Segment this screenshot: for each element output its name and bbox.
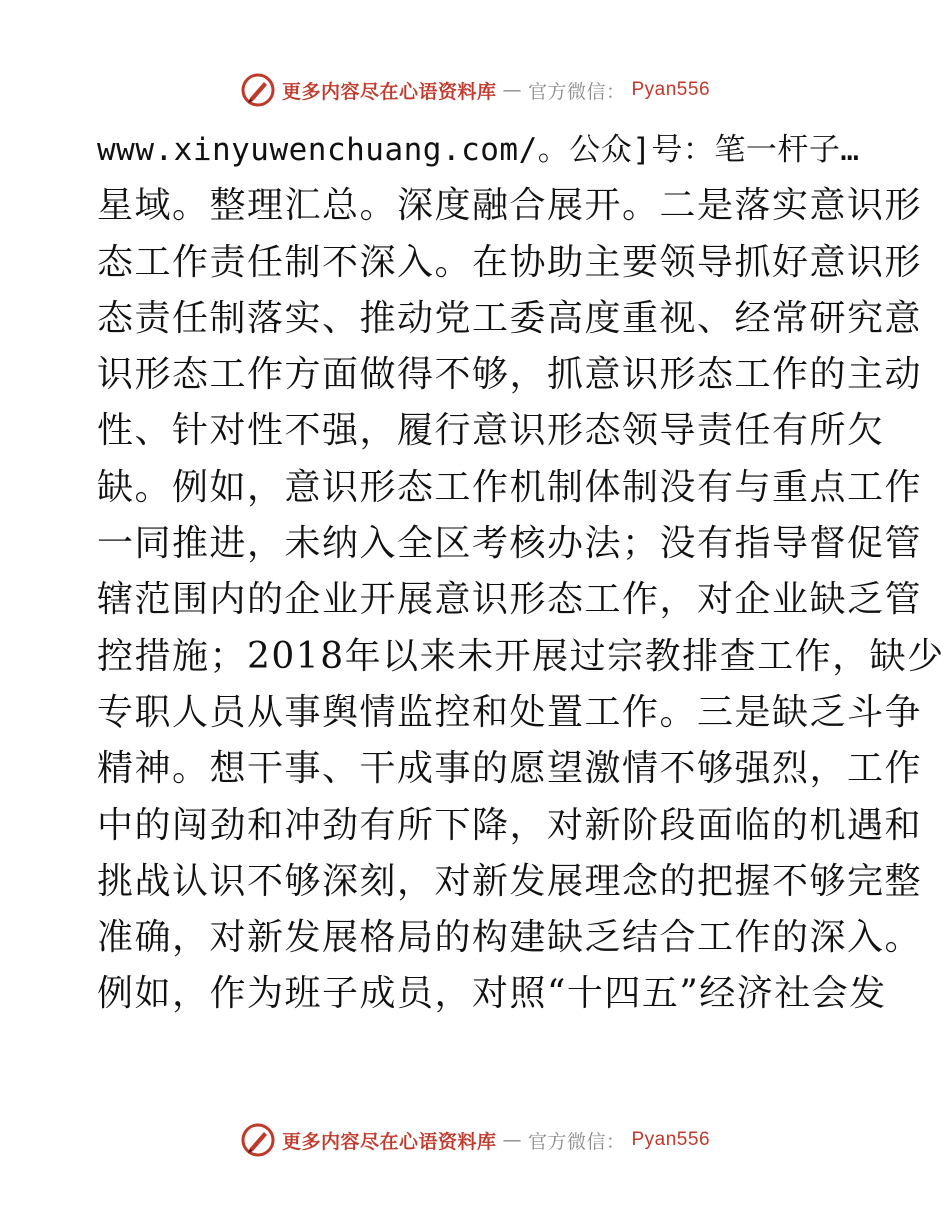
banner-separator: —	[502, 1129, 522, 1151]
text-line: www.xinyuwenchuang.com/。公众]号：笔一杆子…	[97, 132, 860, 168]
text-line: 态工作责任制不深入。在协助主要领导抓好意识形	[97, 241, 923, 283]
text-line: 态责任制落实、推动党工委高度重视、经常研究意	[97, 297, 923, 339]
text-line: 准确，对新发展格局的构建缺乏结合工作的深入。	[97, 917, 923, 959]
banner-brand-text: 更多内容尽在心语资料库	[281, 1130, 497, 1153]
text-line: 中的闯劲和冲劲有所下降，对新阶段面临的机遇和	[97, 804, 923, 846]
header-banner	[0, 70, 950, 110]
text-line: 专职人员从事舆情监控和处置工作。三是缺乏斗争	[97, 691, 923, 733]
text-line: 精神。想干事、干成事的愿望激情不够强烈，工作	[97, 748, 923, 790]
banner-label: 官方微信：	[527, 80, 626, 103]
text-line: 一同推进，未纳入全区考核办法；没有指导督促管	[97, 523, 923, 565]
text-line: 识形态工作方面做得不够，抓意识形态工作的主动	[97, 354, 923, 396]
text-line: 例如，作为班子成员，对照“十四五”经济社会发	[97, 973, 887, 1015]
text-line: 挑战认识不够深刻，对新发展理念的把握不够完整	[97, 860, 923, 902]
banner-label: 官方微信：	[527, 1130, 626, 1153]
text-line: 控措施；2018年以来未开展过宗教排查工作，缺少	[97, 635, 945, 677]
text-line: 缺。例如，意识形态工作机制体制没有与重点工作	[97, 466, 923, 508]
banner-wechat-id: Pyan556	[631, 79, 711, 100]
banner-wechat-id: Pyan556	[631, 1129, 711, 1150]
document-paragraph	[97, 122, 945, 1023]
text-line: 性、针对性不强，履行意识形态领导责任有所欠	[97, 410, 885, 452]
banner-brand-text: 更多内容尽在心语资料库	[281, 80, 497, 103]
pen-logo-icon	[240, 1122, 276, 1158]
pen-logo-icon	[240, 72, 276, 108]
text-line: 辖范围内的企业开展意识形态工作，对企业缺乏管	[97, 579, 923, 621]
banner-separator: —	[502, 79, 522, 101]
footer-banner	[0, 1120, 950, 1160]
text-line: 星域。整理汇总。深度融合展开。二是落实意识形	[97, 185, 923, 227]
